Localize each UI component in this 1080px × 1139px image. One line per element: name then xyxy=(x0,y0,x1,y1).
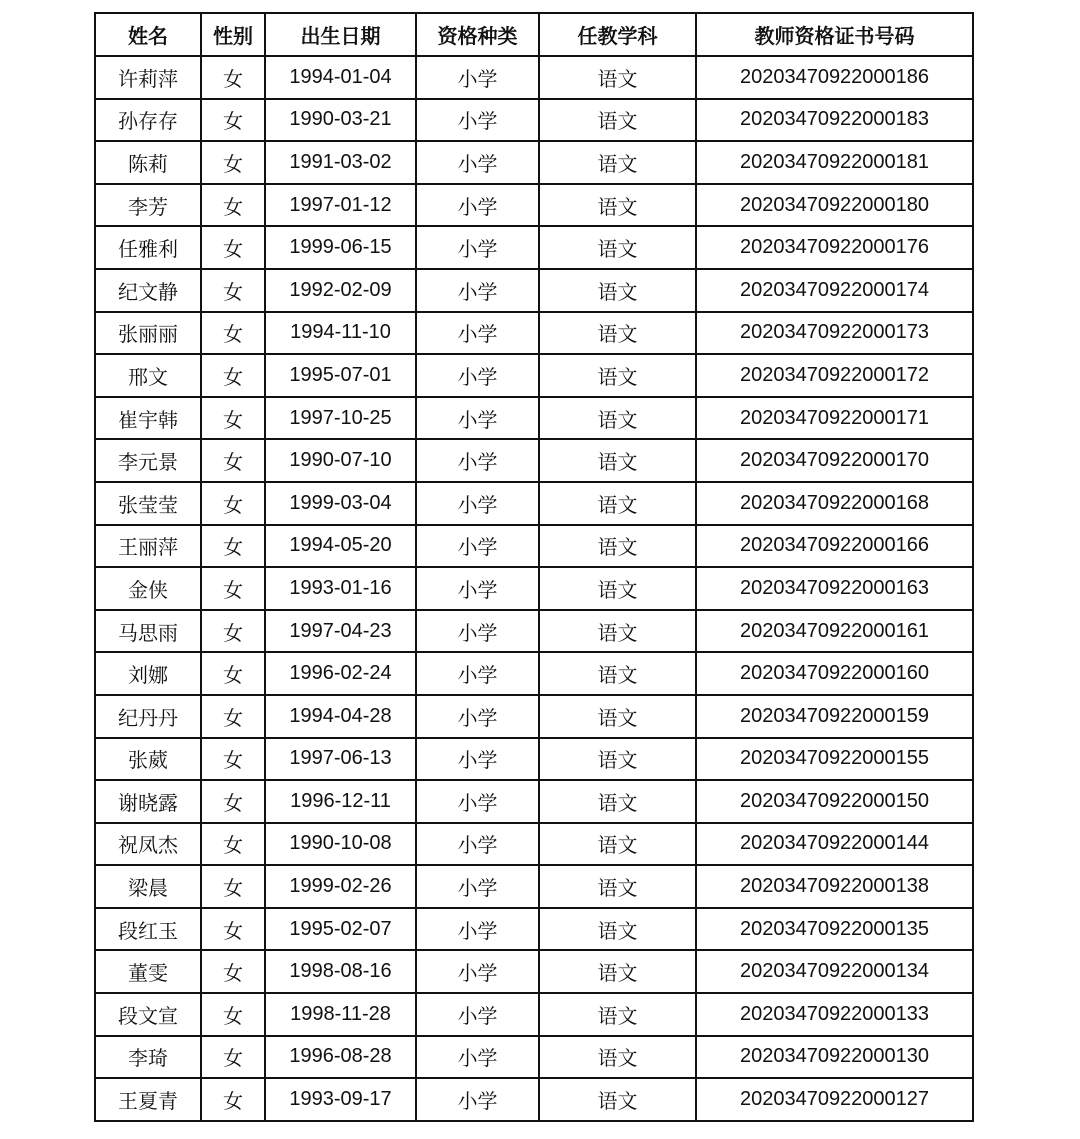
cell-name: 王夏青 xyxy=(95,1078,201,1121)
cell-gender: 女 xyxy=(201,780,265,823)
cell-qualification-type: 小学 xyxy=(416,226,539,269)
cell-gender: 女 xyxy=(201,269,265,312)
cell-gender: 女 xyxy=(201,567,265,610)
cell-teaching-subject: 语文 xyxy=(539,652,696,695)
cell-qualification-type: 小学 xyxy=(416,652,539,695)
table-row xyxy=(95,610,973,653)
cell-qualification-type: 小学 xyxy=(416,141,539,184)
cell-gender: 女 xyxy=(201,1078,265,1121)
table-row xyxy=(95,99,973,142)
cell-gender: 女 xyxy=(201,141,265,184)
table-row xyxy=(95,439,973,482)
header-name: 姓名 xyxy=(95,13,201,56)
cell-certificate-number: 20203470922000138 xyxy=(696,865,973,908)
cell-name: 王丽萍 xyxy=(95,525,201,568)
cell-birth-date: 1999-03-04 xyxy=(265,482,416,525)
table-row xyxy=(95,567,973,610)
cell-birth-date: 1996-12-11 xyxy=(265,780,416,823)
cell-teaching-subject: 语文 xyxy=(539,354,696,397)
cell-qualification-type: 小学 xyxy=(416,780,539,823)
cell-teaching-subject: 语文 xyxy=(539,525,696,568)
cell-gender: 女 xyxy=(201,738,265,781)
table-row xyxy=(95,1078,973,1121)
cell-qualification-type: 小学 xyxy=(416,823,539,866)
table-row xyxy=(95,950,973,993)
cell-name: 崔宇韩 xyxy=(95,397,201,440)
cell-teaching-subject: 语文 xyxy=(539,482,696,525)
cell-teaching-subject: 语文 xyxy=(539,439,696,482)
cell-name: 邢文 xyxy=(95,354,201,397)
cell-qualification-type: 小学 xyxy=(416,865,539,908)
header-gender: 性别 xyxy=(201,13,265,56)
cell-gender: 女 xyxy=(201,865,265,908)
cell-gender: 女 xyxy=(201,226,265,269)
cell-name: 纪文静 xyxy=(95,269,201,312)
table-row xyxy=(95,184,973,227)
cell-birth-date: 1999-02-26 xyxy=(265,865,416,908)
cell-teaching-subject: 语文 xyxy=(539,780,696,823)
cell-teaching-subject: 语文 xyxy=(539,99,696,142)
table-row xyxy=(95,226,973,269)
cell-birth-date: 1999-06-15 xyxy=(265,226,416,269)
cell-birth-date: 1997-01-12 xyxy=(265,184,416,227)
cell-name: 张葳 xyxy=(95,738,201,781)
cell-certificate-number: 20203470922000159 xyxy=(696,695,973,738)
cell-qualification-type: 小学 xyxy=(416,525,539,568)
cell-birth-date: 1994-05-20 xyxy=(265,525,416,568)
cell-birth-date: 1998-11-28 xyxy=(265,993,416,1036)
cell-teaching-subject: 语文 xyxy=(539,141,696,184)
cell-qualification-type: 小学 xyxy=(416,738,539,781)
cell-name: 任雅利 xyxy=(95,226,201,269)
cell-birth-date: 1994-11-10 xyxy=(265,312,416,355)
cell-teaching-subject: 语文 xyxy=(539,610,696,653)
cell-qualification-type: 小学 xyxy=(416,56,539,99)
cell-gender: 女 xyxy=(201,184,265,227)
header-birth-date: 出生日期 xyxy=(265,13,416,56)
cell-birth-date: 1997-06-13 xyxy=(265,738,416,781)
cell-gender: 女 xyxy=(201,56,265,99)
cell-certificate-number: 20203470922000171 xyxy=(696,397,973,440)
table-header-row xyxy=(95,13,973,56)
cell-gender: 女 xyxy=(201,397,265,440)
table-row xyxy=(95,908,973,951)
cell-gender: 女 xyxy=(201,908,265,951)
cell-teaching-subject: 语文 xyxy=(539,567,696,610)
cell-gender: 女 xyxy=(201,695,265,738)
table-row xyxy=(95,652,973,695)
cell-gender: 女 xyxy=(201,525,265,568)
cell-name: 刘娜 xyxy=(95,652,201,695)
cell-name: 段文宣 xyxy=(95,993,201,1036)
cell-birth-date: 1990-10-08 xyxy=(265,823,416,866)
cell-name: 张莹莹 xyxy=(95,482,201,525)
cell-gender: 女 xyxy=(201,610,265,653)
table-body xyxy=(95,56,973,1121)
cell-certificate-number: 20203470922000174 xyxy=(696,269,973,312)
cell-teaching-subject: 语文 xyxy=(539,950,696,993)
cell-birth-date: 1998-08-16 xyxy=(265,950,416,993)
cell-gender: 女 xyxy=(201,823,265,866)
table-row xyxy=(95,865,973,908)
cell-birth-date: 1992-02-09 xyxy=(265,269,416,312)
cell-certificate-number: 20203470922000183 xyxy=(696,99,973,142)
cell-certificate-number: 20203470922000134 xyxy=(696,950,973,993)
table-row xyxy=(95,780,973,823)
cell-name: 纪丹丹 xyxy=(95,695,201,738)
cell-name: 许莉萍 xyxy=(95,56,201,99)
cell-qualification-type: 小学 xyxy=(416,397,539,440)
cell-certificate-number: 20203470922000133 xyxy=(696,993,973,1036)
cell-teaching-subject: 语文 xyxy=(539,823,696,866)
cell-qualification-type: 小学 xyxy=(416,184,539,227)
cell-qualification-type: 小学 xyxy=(416,950,539,993)
cell-teaching-subject: 语文 xyxy=(539,397,696,440)
cell-name: 李芳 xyxy=(95,184,201,227)
cell-name: 梁晨 xyxy=(95,865,201,908)
cell-gender: 女 xyxy=(201,993,265,1036)
table-row xyxy=(95,397,973,440)
cell-teaching-subject: 语文 xyxy=(539,56,696,99)
table-row xyxy=(95,695,973,738)
cell-teaching-subject: 语文 xyxy=(539,184,696,227)
cell-qualification-type: 小学 xyxy=(416,354,539,397)
cell-name: 孙存存 xyxy=(95,99,201,142)
cell-birth-date: 1990-03-21 xyxy=(265,99,416,142)
cell-name: 陈莉 xyxy=(95,141,201,184)
table-row xyxy=(95,141,973,184)
cell-name: 张丽丽 xyxy=(95,312,201,355)
table-row xyxy=(95,993,973,1036)
cell-certificate-number: 20203470922000144 xyxy=(696,823,973,866)
cell-qualification-type: 小学 xyxy=(416,1036,539,1079)
table-row xyxy=(95,312,973,355)
cell-name: 马思雨 xyxy=(95,610,201,653)
cell-birth-date: 1994-01-04 xyxy=(265,56,416,99)
cell-teaching-subject: 语文 xyxy=(539,1078,696,1121)
cell-teaching-subject: 语文 xyxy=(539,312,696,355)
table-row xyxy=(95,482,973,525)
cell-certificate-number: 20203470922000176 xyxy=(696,226,973,269)
cell-qualification-type: 小学 xyxy=(416,695,539,738)
cell-name: 李元景 xyxy=(95,439,201,482)
table-row xyxy=(95,354,973,397)
cell-name: 段红玉 xyxy=(95,908,201,951)
cell-gender: 女 xyxy=(201,99,265,142)
cell-certificate-number: 20203470922000180 xyxy=(696,184,973,227)
cell-gender: 女 xyxy=(201,652,265,695)
cell-birth-date: 1993-09-17 xyxy=(265,1078,416,1121)
table-row xyxy=(95,56,973,99)
cell-certificate-number: 20203470922000150 xyxy=(696,780,973,823)
cell-certificate-number: 20203470922000127 xyxy=(696,1078,973,1121)
cell-gender: 女 xyxy=(201,1036,265,1079)
cell-certificate-number: 20203470922000155 xyxy=(696,738,973,781)
cell-birth-date: 1991-03-02 xyxy=(265,141,416,184)
table-row xyxy=(95,823,973,866)
cell-birth-date: 1997-10-25 xyxy=(265,397,416,440)
cell-name: 谢晓露 xyxy=(95,780,201,823)
cell-qualification-type: 小学 xyxy=(416,567,539,610)
cell-teaching-subject: 语文 xyxy=(539,269,696,312)
cell-name: 董雯 xyxy=(95,950,201,993)
header-teaching-subject: 任教学科 xyxy=(539,13,696,56)
cell-teaching-subject: 语文 xyxy=(539,738,696,781)
cell-qualification-type: 小学 xyxy=(416,908,539,951)
cell-teaching-subject: 语文 xyxy=(539,908,696,951)
cell-certificate-number: 20203470922000161 xyxy=(696,610,973,653)
cell-teaching-subject: 语文 xyxy=(539,695,696,738)
cell-name: 祝凤杰 xyxy=(95,823,201,866)
cell-qualification-type: 小学 xyxy=(416,993,539,1036)
cell-certificate-number: 20203470922000168 xyxy=(696,482,973,525)
cell-gender: 女 xyxy=(201,950,265,993)
cell-certificate-number: 20203470922000163 xyxy=(696,567,973,610)
cell-qualification-type: 小学 xyxy=(416,1078,539,1121)
cell-certificate-number: 20203470922000172 xyxy=(696,354,973,397)
cell-birth-date: 1995-07-01 xyxy=(265,354,416,397)
cell-name: 金侠 xyxy=(95,567,201,610)
cell-gender: 女 xyxy=(201,312,265,355)
cell-gender: 女 xyxy=(201,354,265,397)
cell-qualification-type: 小学 xyxy=(416,269,539,312)
cell-certificate-number: 20203470922000166 xyxy=(696,525,973,568)
cell-birth-date: 1996-02-24 xyxy=(265,652,416,695)
header-certificate-number: 教师资格证书号码 xyxy=(696,13,973,56)
cell-certificate-number: 20203470922000186 xyxy=(696,56,973,99)
cell-certificate-number: 20203470922000160 xyxy=(696,652,973,695)
cell-birth-date: 1996-08-28 xyxy=(265,1036,416,1079)
cell-qualification-type: 小学 xyxy=(416,482,539,525)
cell-certificate-number: 20203470922000135 xyxy=(696,908,973,951)
cell-qualification-type: 小学 xyxy=(416,439,539,482)
cell-birth-date: 1997-04-23 xyxy=(265,610,416,653)
cell-birth-date: 1995-02-07 xyxy=(265,908,416,951)
cell-teaching-subject: 语文 xyxy=(539,1036,696,1079)
table-row xyxy=(95,525,973,568)
table-row xyxy=(95,738,973,781)
cell-teaching-subject: 语文 xyxy=(539,993,696,1036)
cell-qualification-type: 小学 xyxy=(416,610,539,653)
cell-teaching-subject: 语文 xyxy=(539,865,696,908)
cell-birth-date: 1990-07-10 xyxy=(265,439,416,482)
cell-birth-date: 1993-01-16 xyxy=(265,567,416,610)
cell-qualification-type: 小学 xyxy=(416,99,539,142)
header-qualification-type: 资格种类 xyxy=(416,13,539,56)
cell-birth-date: 1994-04-28 xyxy=(265,695,416,738)
table-row xyxy=(95,269,973,312)
cell-certificate-number: 20203470922000173 xyxy=(696,312,973,355)
teacher-certificate-table xyxy=(94,12,974,1122)
cell-qualification-type: 小学 xyxy=(416,312,539,355)
cell-certificate-number: 20203470922000130 xyxy=(696,1036,973,1079)
cell-certificate-number: 20203470922000181 xyxy=(696,141,973,184)
cell-gender: 女 xyxy=(201,439,265,482)
cell-teaching-subject: 语文 xyxy=(539,226,696,269)
table-row xyxy=(95,1036,973,1079)
cell-certificate-number: 20203470922000170 xyxy=(696,439,973,482)
cell-name: 李琦 xyxy=(95,1036,201,1079)
cell-gender: 女 xyxy=(201,482,265,525)
